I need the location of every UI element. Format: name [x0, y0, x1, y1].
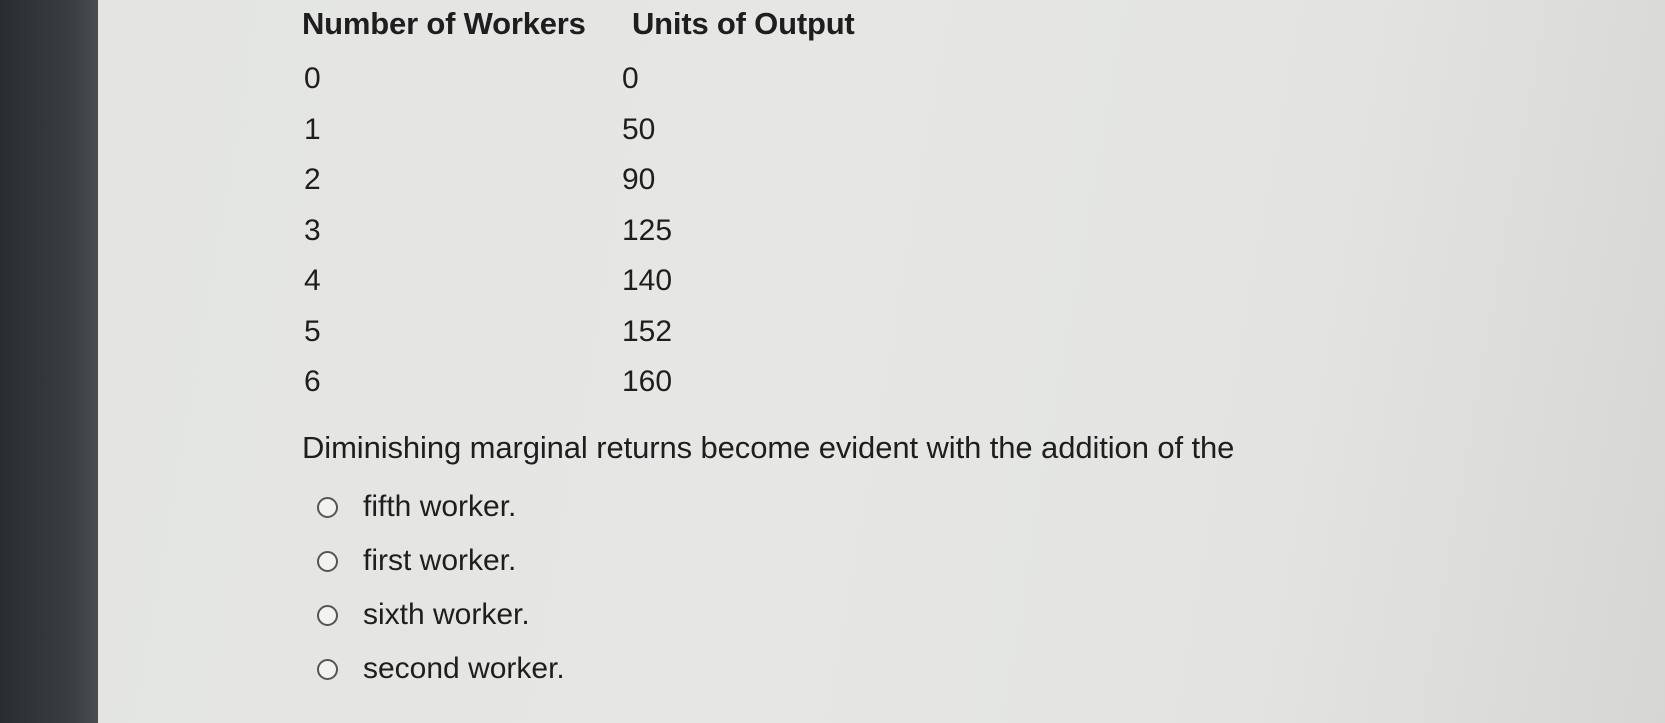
monitor-bezel: [0, 0, 98, 723]
cell-output: 140: [622, 264, 673, 298]
table-row: [304, 54, 822, 105]
table-row: [304, 105, 822, 156]
column-header-output: Units of Output: [632, 6, 855, 41]
cell-workers: 4: [304, 264, 321, 298]
table-row: [304, 155, 822, 206]
option-sixth-worker[interactable]: [317, 588, 565, 642]
cell-workers: 3: [304, 213, 321, 247]
cell-output: 125: [622, 213, 673, 247]
cell-output: 152: [622, 314, 673, 348]
radio-button[interactable]: [317, 605, 338, 626]
radio-button[interactable]: [317, 551, 338, 572]
cell-workers: 5: [304, 314, 321, 348]
cell-output: 90: [622, 163, 656, 197]
radio-button[interactable]: [317, 497, 338, 518]
cell-output: 160: [622, 365, 673, 399]
table-row: [304, 307, 822, 358]
option-second-worker[interactable]: [317, 642, 565, 696]
cell-workers: 0: [304, 62, 321, 96]
cell-workers: 2: [304, 163, 321, 197]
question-content: [98, 0, 1665, 723]
option-label: second worker.: [363, 652, 565, 685]
table-row: [304, 357, 822, 408]
screen: [98, 0, 1665, 723]
cell-workers: 6: [304, 365, 321, 399]
option-first-worker[interactable]: [317, 534, 565, 588]
option-label: fifth worker.: [363, 490, 517, 523]
option-fifth-worker[interactable]: [317, 480, 565, 534]
table-header: [302, 6, 892, 42]
option-label: first worker.: [363, 544, 517, 577]
option-label: sixth worker.: [363, 598, 530, 631]
question-text: Diminishing marginal returns become evident with the addition of the: [302, 430, 1235, 465]
answer-options: [317, 480, 565, 696]
table-row: [304, 256, 822, 307]
cell-workers: 1: [304, 112, 321, 146]
cell-output: 50: [622, 112, 656, 146]
data-table: [304, 54, 822, 408]
cell-output: 0: [622, 62, 639, 96]
radio-button[interactable]: [317, 659, 338, 680]
table-row: [304, 206, 822, 257]
column-header-workers: Number of Workers: [302, 6, 586, 41]
